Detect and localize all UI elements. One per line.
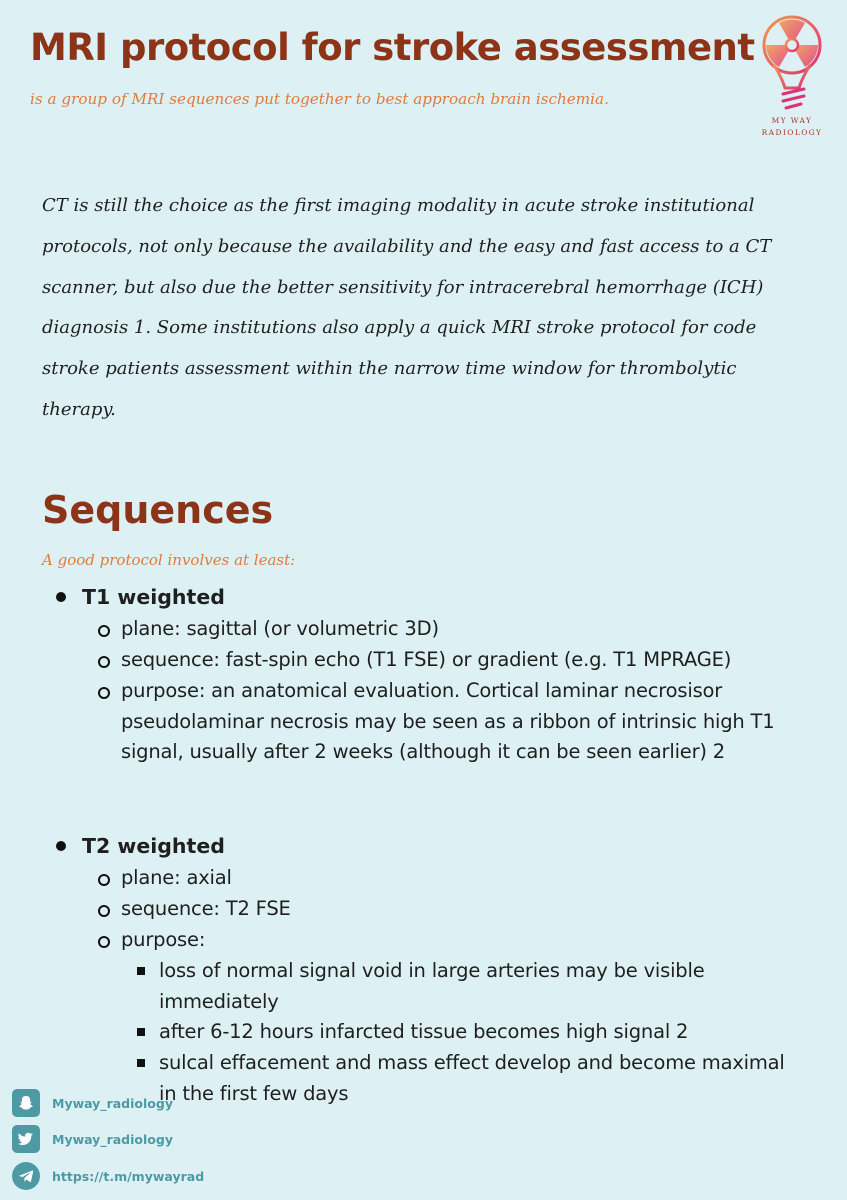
logo-text-line1: MY WAY — [771, 116, 813, 125]
t1-label: T1 weighted — [82, 585, 225, 609]
bullet-ring-icon — [98, 874, 110, 886]
t2-point-2: after 6-12 hours infarcted tissue becomes high signal 2 — [159, 1020, 689, 1043]
t2-plane: plane: axial — [121, 866, 232, 889]
page-subtitle: is a group of MRI sequences put together to best approach brain ischemia. — [30, 90, 609, 108]
telegram-icon — [12, 1162, 40, 1190]
snapchat-icon — [12, 1089, 40, 1117]
bullet-ring-icon — [98, 936, 110, 948]
telegram-link: https://t.m/mywayrad — [52, 1168, 205, 1184]
t2-point-1: loss of normal signal void in large arteries may be visible immediately — [159, 959, 705, 1013]
bullet-ring-icon — [98, 687, 110, 699]
social-twitter[interactable] — [12, 1125, 173, 1153]
t1-purpose: purpose: an anatomical evaluation. Cortical laminar necrosisor pseudolaminar necrosis may be seen as a ribbon of intrinsic high T1 signal, usually after 2 weeks (although it can be seen earlier) 2 — [121, 679, 775, 763]
bullet-ring-icon — [98, 905, 110, 917]
t2-label: T2 weighted — [82, 834, 225, 858]
twitter-icon — [12, 1125, 40, 1153]
snapchat-handle: Myway_radiology — [52, 1095, 173, 1111]
t2-sequence: sequence: T2 FSE — [121, 897, 291, 920]
bullet-square-icon — [137, 967, 145, 975]
t1-sequence: sequence: fast-spin echo (T1 FSE) or gradient (e.g. T1 MPRAGE) — [121, 648, 732, 671]
bullet-ring-icon — [98, 656, 110, 668]
sequences-subheading: A good protocol involves at least: — [42, 551, 296, 569]
social-telegram[interactable] — [12, 1162, 204, 1190]
t1-plane: plane: sagittal (or volumetric 3D) — [121, 617, 439, 640]
t2-purpose: purpose: — [121, 928, 206, 951]
bullet-dot-icon — [56, 592, 66, 602]
sequences-heading: Sequences — [42, 488, 274, 532]
page-title: MRI protocol for stroke assessment — [30, 26, 755, 69]
bullet-dot-icon — [56, 841, 66, 851]
t2-point-3: sulcal effacement and mass effect develop and become maximal in the first few days — [159, 1051, 785, 1105]
bullet-square-icon — [137, 1059, 145, 1067]
intro-paragraph: CT is still the choice as the first imaging modality in acute stroke institutional protocols, not only because the availability and the easy and fast access to a CT scanner, but also due the better sensitivity for intracerebral hemorrhage (ICH) diagnosis 1. Some institutions also apply a quick MRI stroke protocol for code stroke patients assessment within the narrow time window for thrombolytic therapy. — [42, 195, 772, 420]
logo-text-line2: RADIOLOGY — [761, 128, 823, 137]
bullet-ring-icon — [98, 625, 110, 637]
twitter-handle: Myway_radiology — [52, 1131, 173, 1147]
bullet-square-icon — [137, 1028, 145, 1036]
social-snapchat[interactable] — [12, 1089, 173, 1117]
